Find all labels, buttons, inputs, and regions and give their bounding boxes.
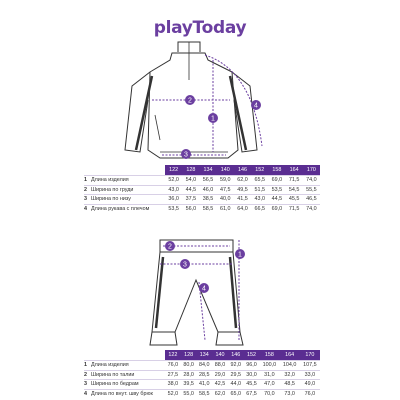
row-label: Длина по внут. шву брюк	[91, 389, 165, 398]
size-header-cell: 134	[199, 165, 216, 176]
size-header-cell: 164	[286, 165, 303, 176]
header-blank	[84, 350, 165, 361]
measure-cell: 38,5	[199, 195, 216, 205]
measure-cell: 69,0	[268, 176, 285, 186]
measure-cell: 67,5	[244, 389, 260, 398]
measure-cell: 65,0	[228, 389, 244, 398]
size-header-cell: 152	[251, 165, 268, 176]
row-label: Ширина по груди	[91, 185, 165, 195]
measure-cell: 55,5	[303, 185, 320, 195]
measure-cell: 96,0	[244, 361, 260, 371]
measure-cell: 107,5	[300, 361, 320, 371]
measure-cell: 47,0	[259, 380, 279, 390]
size-header-cell: 140	[217, 165, 234, 176]
measure-cell: 76,0	[165, 361, 181, 371]
table-row	[84, 370, 320, 380]
measure-cell: 28,5	[196, 370, 212, 380]
measure-cell: 92,0	[228, 361, 244, 371]
measure-cell: 36,0	[165, 195, 182, 205]
brand-logo: playToday	[153, 18, 247, 38]
measure-cell: 58,5	[196, 389, 212, 398]
measure-cell: 54,5	[286, 185, 303, 195]
measure-cell: 44,5	[182, 185, 199, 195]
measure-cell: 49,0	[300, 380, 320, 390]
row-number: 3	[84, 380, 91, 390]
pants-marker-4: 4	[202, 285, 206, 293]
jacket-size-header	[84, 165, 320, 176]
jacket-marker-1: 1	[211, 115, 215, 123]
pants-marker-2: 2	[168, 243, 172, 251]
measure-cell: 58,5	[199, 204, 216, 213]
measure-cell: 62,0	[234, 176, 251, 186]
measure-cell: 40,0	[217, 195, 234, 205]
pants-marker-3: 3	[183, 261, 187, 269]
measure-cell: 30,0	[244, 370, 260, 380]
measure-cell: 61,0	[217, 204, 234, 213]
measure-cell: 73,0	[280, 389, 300, 398]
pants-left-cuff	[150, 332, 177, 345]
jacket-size-table	[84, 165, 320, 213]
measure-cell: 56,5	[199, 176, 216, 186]
pants-marker-1: 1	[238, 251, 242, 259]
measure-cell: 46,0	[199, 185, 216, 195]
measure-cell: 43,0	[165, 185, 182, 195]
size-header-cell: 146	[228, 350, 244, 361]
measure-cell: 104,0	[280, 361, 300, 371]
measure-cell: 32,0	[280, 370, 300, 380]
size-header-cell: 134	[196, 350, 212, 361]
row-number: 2	[84, 370, 91, 380]
row-number: 3	[84, 195, 91, 205]
row-label: Длина рукава с плечом	[91, 204, 165, 213]
measure-cell: 45,5	[244, 380, 260, 390]
measure-sleeve-length	[205, 55, 262, 146]
pants-drawing	[150, 240, 243, 345]
jacket-marker-3: 3	[184, 151, 188, 159]
row-number: 1	[84, 176, 91, 186]
measure-cell: 80,0	[181, 361, 197, 371]
measure-cell: 38,0	[165, 380, 181, 390]
measure-cell: 76,0	[300, 389, 320, 398]
jacket-marker-2: 2	[188, 97, 192, 105]
measure-cell: 88,0	[212, 361, 228, 371]
measure-cell: 65,5	[251, 176, 268, 186]
measure-cell: 74,0	[303, 204, 320, 213]
measure-cell: 74,0	[303, 176, 320, 186]
measure-cell: 55,0	[181, 389, 197, 398]
row-number: 2	[84, 185, 91, 195]
measure-cell: 71,5	[286, 204, 303, 213]
measure-cell: 44,5	[268, 195, 285, 205]
measure-cell: 41,0	[196, 380, 212, 390]
table-row	[84, 389, 320, 398]
size-header-cell: 170	[300, 350, 320, 361]
measure-cell: 70,0	[259, 389, 279, 398]
row-number: 4	[84, 204, 91, 213]
measure-cell: 48,5	[280, 380, 300, 390]
size-header-cell: 158	[268, 165, 285, 176]
size-header-cell: 164	[280, 350, 300, 361]
measure-cell: 59,0	[217, 176, 234, 186]
measure-cell: 64,0	[234, 204, 251, 213]
jacket-measures	[152, 55, 262, 155]
table-row	[84, 185, 320, 195]
table-row	[84, 380, 320, 390]
measure-cell: 69,0	[268, 204, 285, 213]
measure-cell: 37,5	[182, 195, 199, 205]
row-number: 4	[84, 389, 91, 398]
row-label: Длина изделия	[91, 176, 165, 186]
measure-cell: 45,5	[286, 195, 303, 205]
jacket-markers	[181, 95, 261, 159]
measure-cell: 39,5	[181, 380, 197, 390]
measure-cell: 56,0	[182, 204, 199, 213]
table-row	[84, 204, 320, 213]
measure-cell: 53,5	[165, 204, 182, 213]
jacket-body	[148, 53, 238, 158]
table-row	[84, 195, 320, 205]
measure-cell: 31,0	[259, 370, 279, 380]
measure-cell: 71,5	[286, 176, 303, 186]
measure-cell: 44,0	[228, 380, 244, 390]
measure-cell: 54,0	[182, 176, 199, 186]
measure-cell: 29,0	[212, 370, 228, 380]
row-label: Ширина по низу	[91, 195, 165, 205]
measure-cell: 66,5	[251, 204, 268, 213]
row-number: 1	[84, 361, 91, 371]
table-row	[84, 361, 320, 371]
measure-cell: 27,5	[165, 370, 181, 380]
size-header-cell: 128	[182, 165, 199, 176]
size-header-cell: 152	[244, 350, 260, 361]
measure-cell: 41,5	[234, 195, 251, 205]
size-header-cell: 146	[234, 165, 251, 176]
size-header-cell: 158	[259, 350, 279, 361]
measure-cell: 52,0	[165, 389, 181, 398]
measure-cell: 84,0	[196, 361, 212, 371]
size-header-cell: 170	[303, 165, 320, 176]
header-blank	[84, 165, 165, 176]
measure-cell: 47,5	[217, 185, 234, 195]
size-header-cell: 140	[212, 350, 228, 361]
size-header-cell: 122	[165, 350, 181, 361]
measure-cell: 49,5	[234, 185, 251, 195]
measure-cell: 100,0	[259, 361, 279, 371]
measure-cell: 29,5	[228, 370, 244, 380]
pants-size-table	[84, 350, 320, 398]
measure-cell: 53,5	[268, 185, 285, 195]
pants-size-header	[84, 350, 320, 361]
measure-cell: 28,0	[181, 370, 197, 380]
row-label: Ширина по талии	[91, 370, 165, 380]
measure-cell: 46,5	[303, 195, 320, 205]
size-header-cell: 128	[181, 350, 197, 361]
row-label: Ширина по бедрам	[91, 380, 165, 390]
measure-cell: 52,0	[165, 176, 182, 186]
measure-cell: 42,5	[212, 380, 228, 390]
size-header-cell: 122	[165, 165, 182, 176]
measure-cell: 33,0	[300, 370, 320, 380]
row-label: Длина изделия	[91, 361, 165, 371]
measure-cell: 51,5	[251, 185, 268, 195]
measure-cell: 43,0	[251, 195, 268, 205]
measure-cell: 62,0	[212, 389, 228, 398]
table-row	[84, 176, 320, 186]
jacket-marker-4: 4	[254, 102, 258, 110]
